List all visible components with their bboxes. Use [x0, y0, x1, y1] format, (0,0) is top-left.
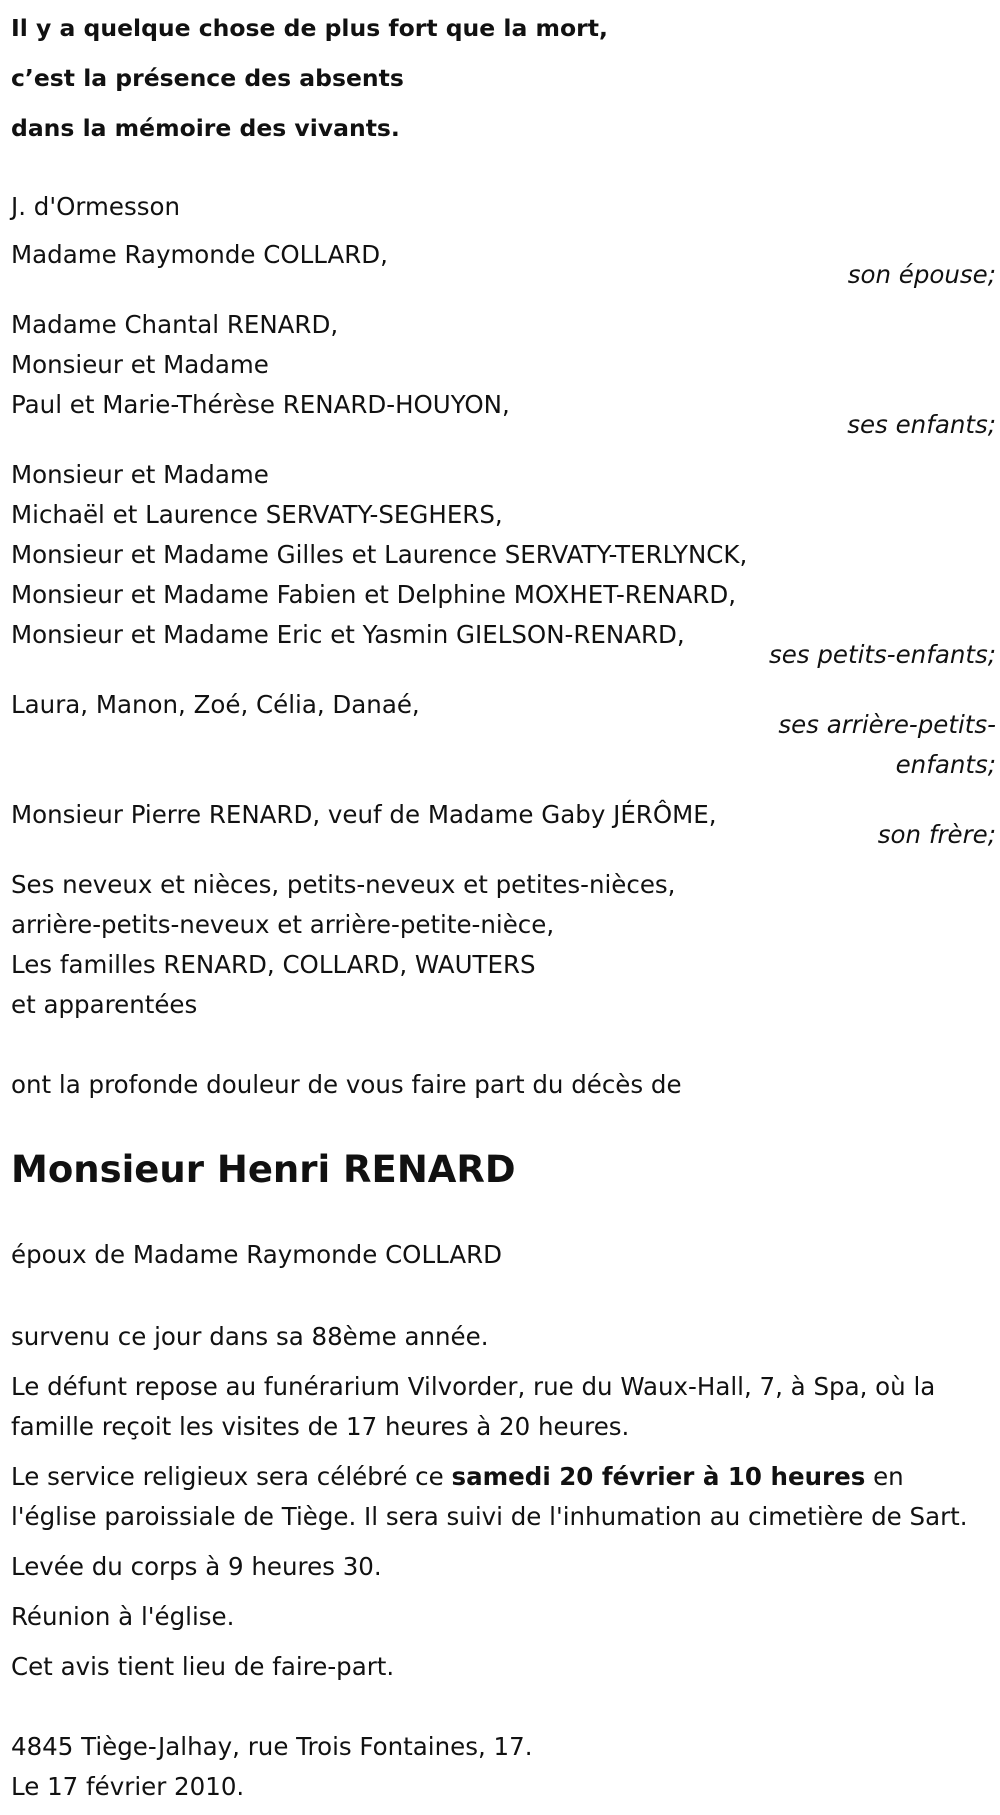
epigraph-quote [11, 0, 996, 153]
service-info [11, 1457, 996, 1537]
levee-info: Levée du corps à 9 heures 30. [11, 1552, 382, 1581]
family-relation: ses enfants; [847, 410, 996, 439]
family-line: Laura, Manon, Zoé, Célia, Danaé, [11, 690, 420, 719]
family-line: Monsieur et Madame Gilles et Laurence SERVATY-TERLYNCK, [11, 540, 748, 569]
family-line: et apparentées [11, 990, 198, 1019]
family-line: Monsieur et Madame [11, 460, 269, 489]
address-line: 4845 Tiège-Jalhay, rue Trois Fontaines, 17. [11, 1732, 533, 1761]
service-text-before: Le service religieux sera célébré ce [11, 1462, 452, 1491]
notice-info: Cet avis tient lieu de faire-part. [11, 1652, 395, 1681]
viewing-info: Le défunt repose au funérarium Vilvorder, rue du Waux-Hall, 7, à Spa, où la famille reçoit les visites de 17 heures à 20 heures. [11, 1372, 936, 1441]
date-line: Le 17 février 2010. [11, 1772, 245, 1801]
family-line: Ses neveux et nièces, petits-neveux et petites-nièces, [11, 870, 676, 899]
family-group-brother [11, 795, 996, 855]
family-line: Michaël et Laurence SERVATY-SEGHERS, [11, 500, 503, 529]
family-group-grandchildren [11, 455, 996, 675]
family-group-children [11, 305, 996, 445]
family-line: Monsieur et Madame [11, 350, 269, 379]
family-relation: ses arrière-petits-enfants; [778, 710, 996, 779]
family-line: Monsieur Pierre RENARD, veuf de Madame Gaby JÉRÔME, [11, 800, 717, 829]
announcement-text: ont la profonde douleur de vous faire part du décès de [11, 1070, 682, 1099]
family-line: Les familles RENARD, COLLARD, WAUTERS [11, 950, 536, 979]
family-group-spouse [11, 235, 996, 295]
family-line: Madame Chantal RENARD, [11, 310, 339, 339]
obituary-notice [11, 0, 996, 1807]
service-date-time: samedi 20 février à 10 heures [451, 1462, 866, 1491]
family-group-great-grandchildren [11, 685, 996, 785]
family-relation: son frère; [877, 820, 996, 849]
age-line: survenu ce jour dans sa 88ème année. [11, 1322, 489, 1351]
quote-line: Il y a quelque chose de plus fort que la mort, [11, 14, 608, 42]
family-relation: ses petits-enfants; [768, 640, 996, 669]
deceased-spouse-line: époux de Madame Raymonde COLLARD [11, 1240, 502, 1269]
service-text-after: en l'église paroissiale de Tiège. Il sera suivi de l'inhumation au cimetière de Sart. [11, 1462, 968, 1531]
quote-line: c’est la présence des absents [11, 64, 404, 92]
reunion-info: Réunion à l'église. [11, 1602, 235, 1631]
family-line: Monsieur et Madame Fabien et Delphine MOXHET-RENARD, [11, 580, 737, 609]
quote-line: dans la mémoire des vivants. [11, 114, 400, 142]
family-line: arrière-petits-neveux et arrière-petite-nièce, [11, 910, 555, 939]
family-relation: son épouse; [847, 260, 996, 289]
quote-author: J. d'Ormesson [11, 192, 180, 221]
family-line: Paul et Marie-Thérèse RENARD-HOUYON, [11, 390, 510, 419]
family-group-extended [11, 865, 996, 1025]
family-line: Madame Raymonde COLLARD, [11, 240, 388, 269]
family-line: Monsieur et Madame Eric et Yasmin GIELSON-RENARD, [11, 620, 685, 649]
deceased-name: Monsieur Henri RENARD [11, 1148, 516, 1191]
